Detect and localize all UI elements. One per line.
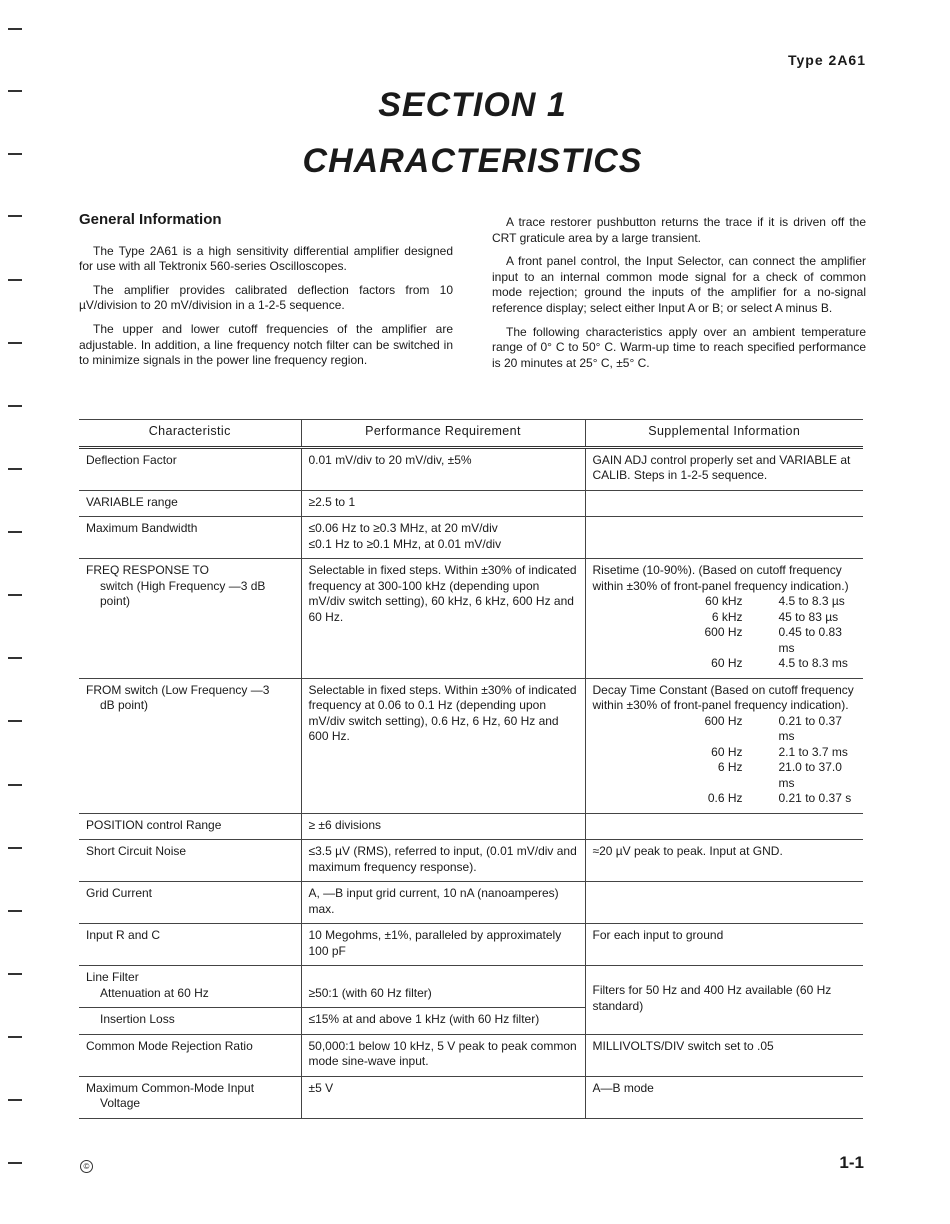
binding-mark bbox=[8, 28, 22, 30]
characteristic-line: Attenuation at 60 Hz bbox=[100, 985, 209, 1000]
column-header-performance: Performance Requirement bbox=[301, 420, 585, 448]
cell-supplemental: ≈20 µV peak to peak. Input at GND. bbox=[585, 840, 863, 882]
table-row bbox=[79, 559, 863, 679]
cell-performance bbox=[301, 966, 585, 1008]
table-row bbox=[79, 813, 863, 840]
binding-mark bbox=[8, 657, 22, 659]
tektronix-logo-icon: © bbox=[80, 1160, 93, 1173]
binding-mark bbox=[8, 468, 22, 470]
cell-performance: ≤15% at and above 1 kHz (with 60 Hz filter) bbox=[301, 1008, 585, 1035]
table-row bbox=[79, 840, 863, 882]
table-row bbox=[79, 1034, 863, 1076]
general-information-heading: General Information bbox=[79, 211, 222, 228]
binding-mark bbox=[8, 594, 22, 596]
cell-characteristic: Input R and C bbox=[79, 924, 301, 966]
frequency-value: 600 Hz bbox=[704, 625, 743, 639]
cell-performance: 0.01 mV/div to 20 mV/div, ±5% bbox=[301, 447, 585, 490]
time-value: 2.1 to 3.7 ms bbox=[778, 744, 848, 759]
intro-paragraph: A front panel control, the Input Selector, can connect the amplifier input to an internal common mode signal for a check of common mode rejection; ground the inputs of the amplifier for a no-signal reference display; select either Input A or B; or select A minus B. bbox=[492, 254, 866, 315]
attenuation-value: ≥50:1 (with 60 Hz filter) bbox=[308, 985, 432, 1000]
cell-characteristic: Short Circuit Noise bbox=[79, 840, 301, 882]
cell-characteristic: Grid Current bbox=[79, 882, 301, 924]
intro-paragraph: A trace restorer pushbutton returns the trace if it is driven off the CRT graticule area by a large transient. bbox=[492, 215, 866, 245]
cell-performance: ≥ ±6 divisions bbox=[301, 813, 585, 840]
risetime-list bbox=[593, 594, 857, 672]
cell-supplemental bbox=[585, 813, 863, 840]
characteristic-line: FROM switch (Low Frequency —3 bbox=[86, 682, 270, 697]
table-row bbox=[79, 966, 863, 1008]
cell-supplemental bbox=[585, 882, 863, 924]
frequency-value: 6 kHz bbox=[711, 609, 743, 624]
table-row bbox=[79, 490, 863, 517]
cell-performance: 10 Megohms, ±1%, paralleled by approximately 100 pF bbox=[301, 924, 585, 966]
cell-characteristic bbox=[79, 966, 301, 1008]
frequency-value: 60 Hz bbox=[711, 744, 743, 759]
cell-characteristic: POSITION control Range bbox=[79, 813, 301, 840]
binding-mark bbox=[8, 405, 22, 407]
cell-characteristic: Maximum Bandwidth bbox=[79, 517, 301, 559]
cell-characteristic bbox=[79, 678, 301, 813]
risetime-note: Risetime (10-90%). (Based on cutoff frequency within ±30% of front-panel frequency indication.) bbox=[592, 563, 849, 593]
binding-mark bbox=[8, 342, 22, 344]
frequency-value: 0.6 Hz bbox=[707, 791, 743, 805]
section-title: SECTION 1 bbox=[378, 86, 567, 124]
intro-left-column bbox=[79, 212, 453, 377]
time-value: 21.0 to 37.0 ms bbox=[778, 760, 842, 790]
binding-mark bbox=[8, 1099, 22, 1101]
cell-supplemental: MILLIVOLTS/DIV switch set to .05 bbox=[585, 1034, 863, 1076]
cell-characteristic: Deflection Factor bbox=[79, 447, 301, 490]
cell-supplemental: Filters for 50 Hz and 400 Hz available (60 Hz standard) bbox=[585, 966, 863, 1035]
time-value: 4.5 to 8.3 ms bbox=[778, 656, 848, 670]
binding-mark bbox=[8, 1162, 22, 1164]
cell-characteristic: Common Mode Rejection Ratio bbox=[79, 1034, 301, 1076]
column-header-characteristic: Characteristic bbox=[79, 420, 301, 448]
binding-mark bbox=[8, 910, 22, 912]
frequency-value: 6 Hz bbox=[717, 760, 743, 774]
cell-characteristic: Insertion Loss bbox=[79, 1008, 301, 1035]
page-number: 1-1 bbox=[839, 1153, 864, 1172]
cell-supplemental: A—B mode bbox=[585, 1076, 863, 1118]
cell-supplemental bbox=[585, 517, 863, 559]
characteristic-line: switch (High Frequency —3 dB point) bbox=[100, 578, 266, 608]
decay-note: Decay Time Constant (Based on cutoff frequency within ±30% of front-panel frequency indication). bbox=[592, 682, 854, 712]
cell-performance: ≤3.5 µV (RMS), referred to input, (0.01 mV/div and maximum frequency response). bbox=[301, 840, 585, 882]
characteristic-line: Voltage bbox=[100, 1096, 141, 1110]
intro-paragraph: The amplifier provides calibrated deflection factors from 10 µV/division to 20 mV/division in a 1-2-5 sequence. bbox=[79, 282, 453, 313]
intro-paragraph: The upper and lower cutoff frequencies of the amplifier are adjustable. In addition, a line frequency notch filter can be switched in to minimize signals in the power line frequency region. bbox=[79, 321, 453, 368]
decay-list bbox=[593, 714, 857, 807]
intro-right-column bbox=[492, 215, 866, 379]
time-value: 0.45 to 0.83 ms bbox=[778, 625, 842, 655]
time-value: 45 to 83 µs bbox=[778, 609, 839, 624]
cell-performance: Selectable in fixed steps. Within ±30% of indicated frequency at 0.06 to 0.1 Hz (depending upon mV/div switch setting), 0.6 Hz, 6 Hz, 60 Hz and 600 Hz. bbox=[301, 678, 585, 813]
binding-mark bbox=[8, 973, 22, 975]
cell-supplemental: GAIN ADJ control properly set and VARIABLE at CALIB. Steps in 1-2-5 sequence. bbox=[585, 447, 863, 490]
chapter-title: CHARACTERISTICS bbox=[302, 142, 643, 180]
bandwidth-line: ≤0.1 Hz to ≥0.1 MHz, at 0.01 mV/div bbox=[308, 536, 502, 551]
cell-supplemental bbox=[585, 490, 863, 517]
characteristic-line: Line Filter bbox=[86, 970, 139, 984]
time-value: 0.21 to 0.37 ms bbox=[778, 713, 842, 743]
table-header-row bbox=[79, 420, 863, 448]
cell-performance: 50,000:1 below 10 kHz, 5 V peak to peak common mode sine-wave input. bbox=[301, 1034, 585, 1076]
cell-characteristic: VARIABLE range bbox=[79, 490, 301, 517]
cell-supplemental bbox=[585, 678, 863, 813]
cell-performance: ≥2.5 to 1 bbox=[301, 490, 585, 517]
cell-performance: A, —B input grid current, 10 nA (nanoamperes) max. bbox=[301, 882, 585, 924]
table-row bbox=[79, 924, 863, 966]
type-label: Type 2A61 bbox=[788, 52, 866, 68]
characteristic-line: FREQ RESPONSE TO bbox=[86, 563, 209, 577]
binding-mark bbox=[8, 531, 22, 533]
binding-mark bbox=[8, 1036, 22, 1038]
table-row bbox=[79, 882, 863, 924]
cell-supplemental bbox=[585, 559, 863, 679]
intro-paragraph: The Type 2A61 is a high sensitivity differential amplifier designed for use with all Tektronix 560-series Oscilloscopes. bbox=[79, 243, 453, 274]
time-value: 0.21 to 0.37 s bbox=[778, 791, 852, 805]
cell-performance: Selectable in fixed steps. Within ±30% of indicated frequency at 300-100 kHz (depending upon mV/div switch setting), 60 kHz, 6 kHz, 600 Hz and 60 Hz. bbox=[301, 559, 585, 679]
cell-characteristic bbox=[79, 1076, 301, 1118]
table-row bbox=[79, 517, 863, 559]
binding-mark bbox=[8, 847, 22, 849]
column-header-supplemental: Supplemental Information bbox=[585, 420, 863, 448]
characteristics-table bbox=[79, 419, 863, 1119]
cell-performance bbox=[301, 517, 585, 559]
table-row bbox=[79, 1076, 863, 1118]
binding-mark bbox=[8, 720, 22, 722]
binding-mark bbox=[8, 784, 22, 786]
frequency-value: 600 Hz bbox=[704, 713, 743, 728]
binding-mark bbox=[8, 215, 22, 217]
characteristic-line: Maximum Common-Mode Input bbox=[86, 1080, 255, 1095]
binding-mark bbox=[8, 279, 22, 281]
cell-characteristic bbox=[79, 559, 301, 679]
intro-paragraph: The following characteristics apply over an ambient temperature range of 0° C to 50° C. Warm-up time to reach specified performance is 20 minutes at 25° C, ±5° C. bbox=[492, 324, 866, 370]
frequency-value: 60 kHz bbox=[705, 594, 743, 608]
frequency-value: 60 Hz bbox=[711, 656, 743, 670]
table-row bbox=[79, 447, 863, 490]
table-row bbox=[79, 678, 863, 813]
time-value: 4.5 to 8.3 µs bbox=[778, 594, 845, 608]
bandwidth-line: ≤0.06 Hz to ≥0.3 MHz, at 20 mV/div bbox=[308, 521, 498, 535]
cell-supplemental: For each input to ground bbox=[585, 924, 863, 966]
characteristic-line: dB point) bbox=[100, 698, 149, 712]
cell-performance: ±5 V bbox=[301, 1076, 585, 1118]
